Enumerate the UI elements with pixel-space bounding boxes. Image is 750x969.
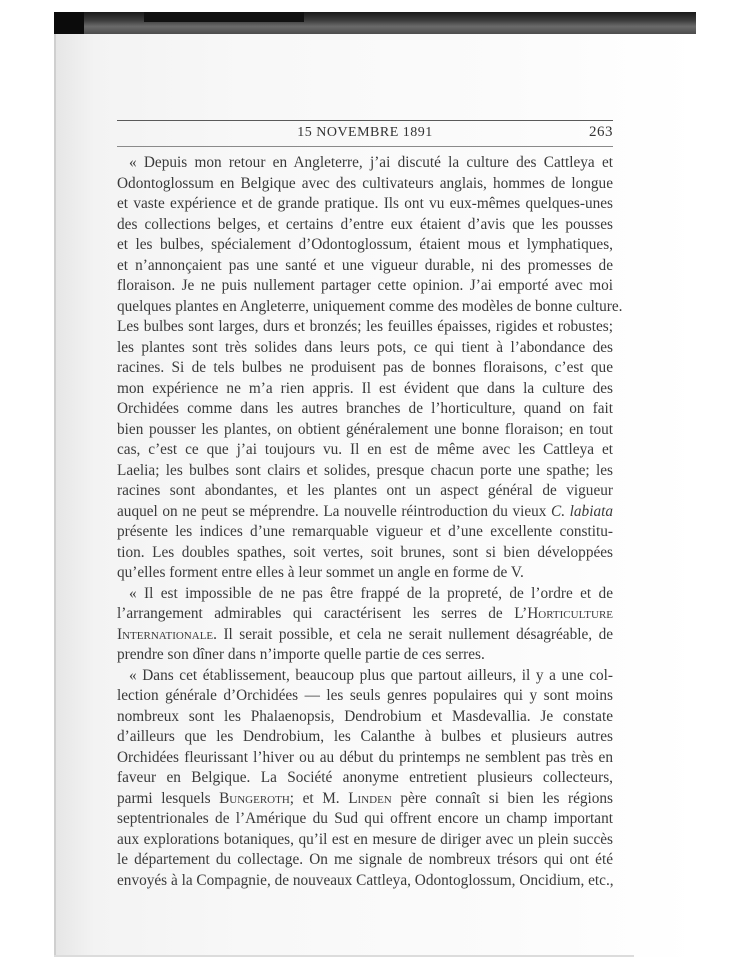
text-line (117, 420, 613, 441)
line-text: père connaît si bien les régions (400, 789, 614, 807)
text-line (117, 830, 613, 851)
small-caps-name: Internationale. (117, 625, 217, 643)
text-line (117, 317, 613, 338)
line-text: Laelia; les bulbes sont clairs et solides, presque chacun porte une spathe; les (117, 461, 613, 479)
text-line (117, 850, 613, 871)
text-line (117, 645, 613, 666)
line-text: qu’elles forment entre elles à leur sommet un angle en forme de V. (117, 564, 524, 581)
line-text: et vaste expérience et de grande pratique. Ils ont vu eux-mêmes quelques-unes (117, 195, 613, 212)
text-line (117, 625, 613, 646)
text-line (117, 481, 613, 502)
text-line (117, 153, 613, 174)
line-text: des collections belges, et certains d’entre eux étaient d’avis que les pousses (117, 215, 613, 233)
text-line (117, 194, 613, 215)
text-line (117, 256, 613, 277)
line-text: Odontoglossum en Belgique avec des cultivateurs anglais, hommes de longue (117, 174, 613, 192)
line-text: auquel on ne peut se méprendre. La nouvelle réintroduction du vieux (117, 502, 547, 520)
line-text: le département du collectage. On me signale de nombreux trésors qui ont été (117, 851, 613, 868)
text-line (117, 563, 613, 584)
header-rule-top (117, 120, 613, 121)
text-line (117, 748, 613, 769)
italic-species-name: C. labiata (551, 502, 613, 520)
text-line (117, 707, 613, 728)
line-text: Orchidées comme dans les autres branches de l’horticulture, quand on fait (117, 400, 613, 417)
text-line (117, 727, 613, 748)
text-line (117, 522, 613, 543)
body-text (117, 153, 623, 891)
text-line (117, 502, 613, 523)
line-text: faveur en Belgique. La Société anonyme entretient plusieurs collecteurs, (117, 769, 613, 786)
text-line (117, 215, 613, 236)
text-line (117, 379, 613, 400)
text-line (117, 809, 613, 830)
line-text: quelques plantes en Angleterre, uniquement comme des modèles de bonne culture. (117, 297, 623, 315)
line-text: et n’annonçaient pas une santé et une vigueur durable, ni des promesses de (117, 256, 613, 274)
line-text: nombreux sont les Phalaenopsis, Dendrobium et Masdevallia. Je constate (117, 707, 613, 725)
scan-dark-edge (54, 12, 84, 36)
line-text: Orchidées fleurissant l’hiver ou au début du printemps ne semblent pas très en (117, 748, 613, 766)
text-line (117, 789, 613, 810)
line-text: Les bulbes sont larges, durs et bronzés; les feuilles épaisses, rigides et robustes; (117, 318, 613, 335)
text-line (117, 297, 623, 318)
line-text: tion. Les doubles spathes, soit vertes, soit brunes, sont si bien développées (117, 543, 613, 561)
line-text: d’ailleurs que les Dendrobium, les Calanthe à bulbes et plusieurs autres (117, 728, 613, 745)
line-text: parmi lesquels (117, 789, 211, 807)
line-text: Il serait possible, et cela ne serait nullement désagréable, de (223, 625, 614, 643)
text-line (117, 358, 613, 379)
text-line (117, 584, 613, 605)
header-date: 15 NOVEMBRE 1891 (297, 125, 433, 140)
line-text: mon expérience ne m’a rien appris. Il est évident que dans la culture des (117, 379, 613, 397)
line-text: les plantes sont très solides dans leurs pots, ce qui tient à l’abondance des (117, 338, 613, 356)
text-line (117, 686, 613, 707)
text-line (117, 338, 613, 359)
line-text: racines sont abondantes, et les plantes ont un aspect général de vigueur (117, 482, 613, 499)
line-text: présente les indices d’une remarquable vigueur et d’une excellente constitu- (117, 523, 613, 540)
line-text: bien pousser les plantes, on obtient généralement une bonne floraison; en tout (117, 420, 613, 438)
scan-dark-band (144, 12, 304, 22)
text-line (117, 235, 613, 256)
line-text: aux explorations botaniques, qu’il est en mesure de diriger avec un plein succès (117, 830, 613, 848)
text-line (117, 768, 613, 789)
text-line (117, 174, 613, 195)
text-line (117, 604, 613, 625)
scan-border-top (54, 12, 696, 36)
header-rule-bottom (117, 146, 613, 147)
line-text: racines. Si de tels bulbes ne produisent pas de bonnes floraisons, c’est que (117, 359, 613, 376)
line-text: l’arrangement admirables qui caractérisent les serres de (117, 605, 503, 622)
line-text: lection générale d’Orchidées — les seuls genres populaires qui y sont moins (117, 687, 613, 704)
small-caps-name: Linden (348, 789, 392, 807)
line-text: prendre son dîner dans n’importe quelle partie de ces serres. (117, 646, 485, 663)
line-text: ; et M. (289, 789, 340, 807)
text-line (117, 461, 613, 482)
small-caps-name: L’Horticulture (514, 605, 613, 622)
line-text: « Il est impossible de ne pas être frappé de la propreté, de l’ordre et de (129, 584, 613, 602)
small-caps-name: Bungeroth (219, 789, 290, 807)
page-number: 263 (589, 124, 613, 140)
text-line (117, 543, 613, 564)
line-text: et les bulbes, spécialement d’Odontoglossum, étaient mous et lymphatiques, (117, 236, 613, 253)
line-text: envoyés à la Compagnie, de nouveaux Cattleya, Odontoglossum, Oncidium, etc., (117, 871, 614, 889)
running-head (117, 124, 613, 144)
line-text: floraison. Je ne puis nullement partager cette opinion. J’ai emporté avec moi (117, 277, 613, 294)
text-line (117, 871, 613, 892)
text-line (117, 440, 613, 461)
text-line (117, 276, 613, 297)
line-text: « Depuis mon retour en Angleterre, j’ai discuté la culture des Cattleya et (129, 154, 613, 171)
text-line (117, 666, 613, 687)
line-text: cas, c’est ce que j’ai toujours vu. Il en est de même avec les Cattleya et (117, 441, 613, 458)
line-text: septentrionales de l’Amérique du Sud qui offrent encore un champ important (117, 810, 613, 827)
text-line (117, 399, 613, 420)
page-bottom-edge (54, 955, 634, 957)
line-text: « Dans cet établissement, beaucoup plus que partout ailleurs, il y a une col- (129, 666, 613, 684)
